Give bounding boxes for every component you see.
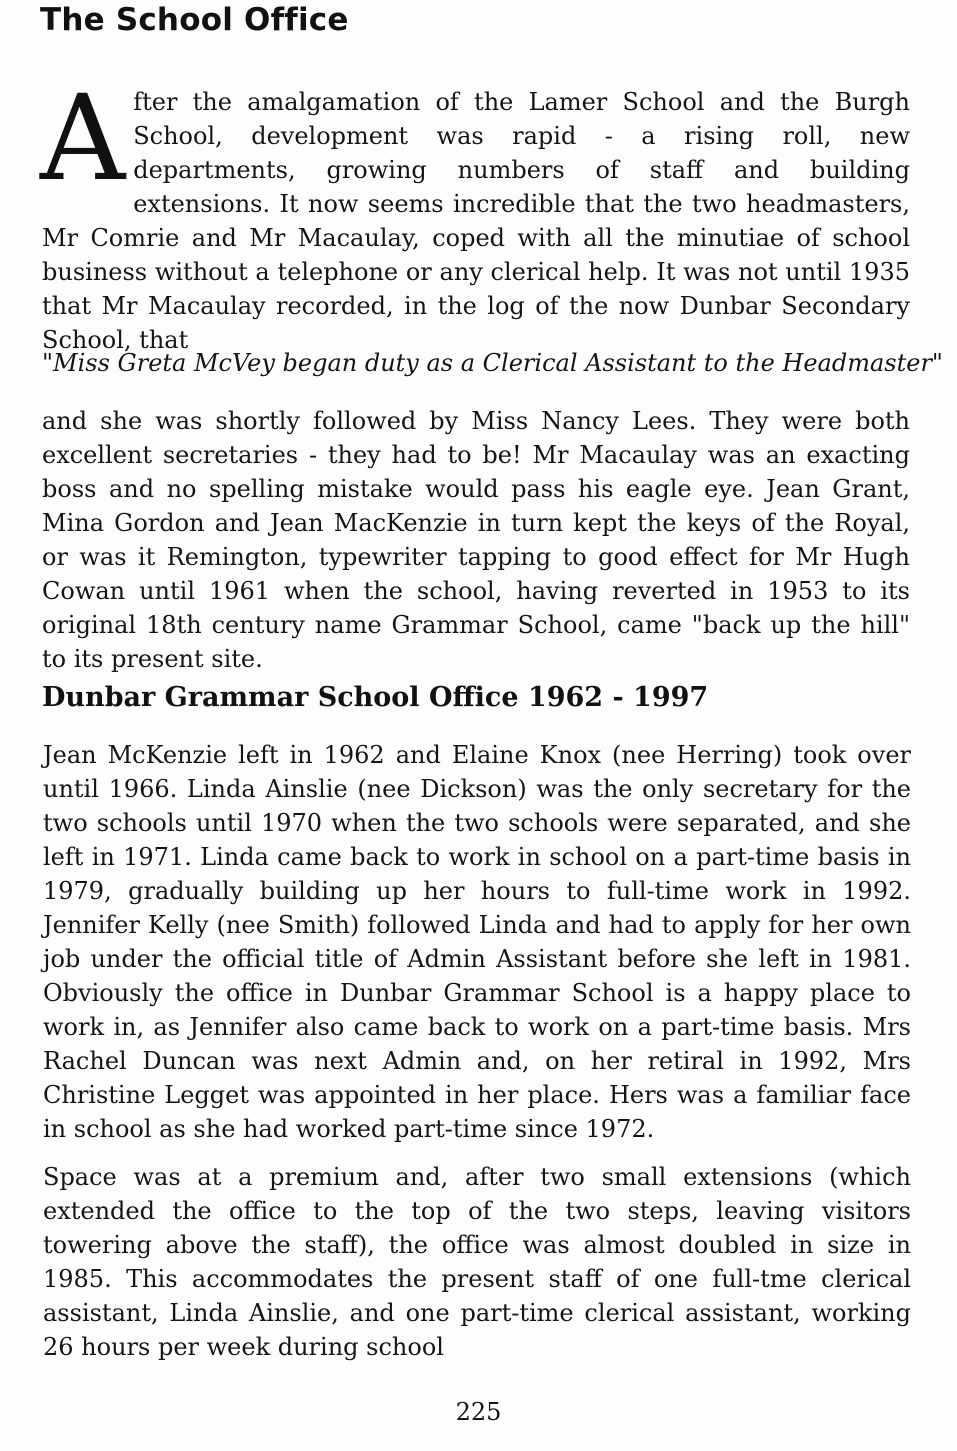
section-heading: Dunbar Grammar School Office 1962 - 1997: [42, 682, 709, 713]
fourth-paragraph: Space was at a premium and, after two small extensions (which extended the office to the top of the two steps, leaving visitors towering above the staff), the office was almost doubled in size in 1985. This accommodates the present staff of one full-tme clerical assistant, Linda Ainslie, and one part-time clerical assistant, working 26 hours per week during school: [43, 1163, 911, 1361]
second-paragraph: and she was shortly followed by Miss Nancy Lees. They were both excellent secretaries - they had to be! Mr Macaulay was an exacting boss and no spelling mistake would pass his eagle eye. Jean Grant, Mina Gordon and Jean MacKenzie in turn kept the keys of the Royal, or was it Remington, typewriter tapping to good effect for Mr Hugh Cowan until 1961 when the school, having reverted in 1953 to its original 18th century name Grammar School, came "back up the hill" to its present site.: [42, 407, 910, 673]
intro-paragraph: [40, 69, 910, 357]
third-paragraph: Jean McKenzie left in 1962 and Elaine Knox (nee Herring) took over until 1966. Linda Ainslie (nee Dickson) was the only secretary for the two schools until 1970 when the two schools were separated, and she left in 1971. Linda came back to work in school on a part-time basis in 1979, gradually building up her hours to full-time work in 1992. Jennifer Kelly (nee Smith) followed Linda and had to apply for her own job under the official title of Admin Assistant before she left in 1981. Obviously the office in Dunbar Grammar School is a happy place to work in, as Jennifer also came back to work on a part-time basis. Mrs Rachel Duncan was next Admin and, on her retiral in 1992, Mrs Christine Legget was appointed in her place. Hers was a familiar face in school as she had worked part-time since 1972.: [43, 741, 911, 1143]
page-number: 225: [455, 1398, 502, 1426]
intro-text: fter the amalgamation of the Lamer School and the Burgh School, development was rapid - a rising roll, new departments, growing numbers of staff and building extensions. It now seems incredible that the two headmasters, Mr Comrie and Mr Macaulay, coped with all the minutiae of school business without a telephone or any clerical help. It was not until 1935 that Mr Macaulay recorded, in the log of the now Dunbar Secondary School, that: [42, 88, 910, 354]
drop-cap: A: [40, 69, 126, 207]
log-quote: "Miss Greta McVey began duty as a Clerical Assistant to the Headmaster": [42, 349, 943, 377]
page-title: The School Office: [40, 2, 349, 38]
